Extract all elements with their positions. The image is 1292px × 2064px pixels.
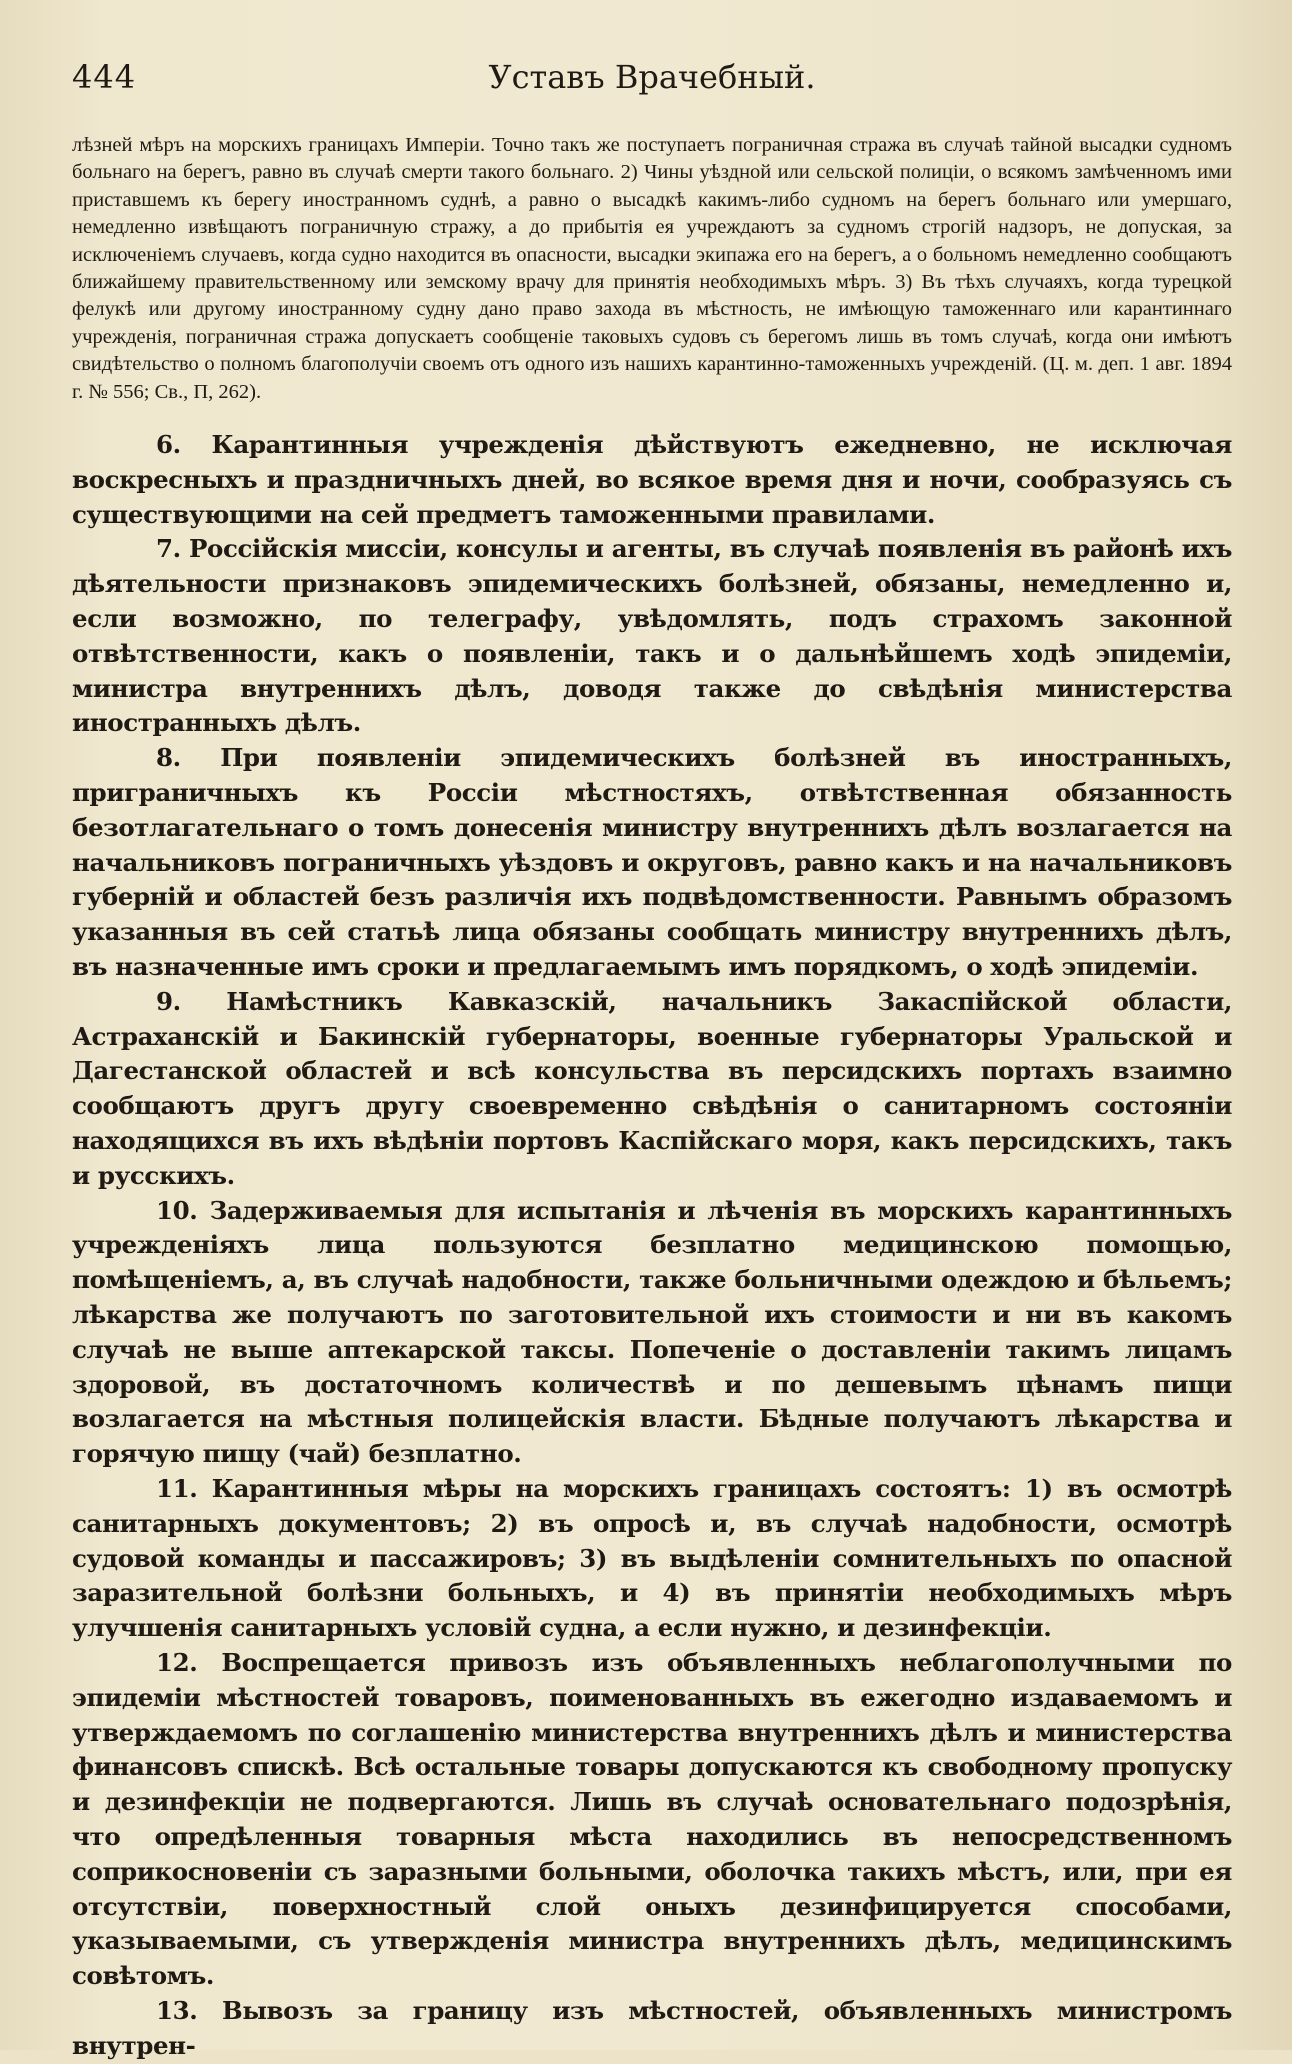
article-7 bbox=[72, 532, 1232, 741]
article-text: Задерживаемыя для испытанія и лѣченія въ морскихъ карантинныхъ учрежденіяхъ лица пользуются безплатно медицинскою помощью, помѣщеніемъ, а, въ случаѣ надобности, также больничными одеждою и бѣльемъ; лѣкарства же получаютъ по заготовительной ихъ стоимости и ни въ какомъ случаѣ не выше аптекарской таксы. Попеченіе о доставленіи такимъ лицамъ здоровой, въ достаточномъ количествѣ и по дешевымъ цѣнамъ пищи возлагается на мѣстныя полицейскія власти. Бѣдные получаютъ лѣкарства и горячую пищу (чай) безплатно. bbox=[72, 1195, 1232, 1469]
article-9 bbox=[72, 985, 1232, 1194]
page-body bbox=[72, 132, 1232, 2064]
article-number: 11. bbox=[156, 1473, 198, 1503]
article-text: При появленіи эпидемическихъ болѣзней въ иностранныхъ, приграничныхъ къ Россіи мѣстностяхъ, отвѣтственная обязанность безотлагательнаго о томъ донесенія министру внутреннихъ дѣлъ возлагается на начальниковъ пограничныхъ уѣздовъ и округовъ, равно какъ и на начальниковъ губерній и областей безъ различія ихъ подвѣдомственности. Равнымъ образомъ указанныя въ сей статьѣ лица обязаны сообщать министру внутреннихъ дѣлъ, въ назначенные имъ сроки и предлагаемымъ имъ порядкомъ, о ходѣ эпидеміи. bbox=[72, 743, 1232, 982]
running-title: Уставъ Врачебный. bbox=[488, 58, 816, 96]
article-text: Намѣстникъ Кавказскій, начальникъ Закаспійской области, Астраханскій и Бакинскій губернаторы, военные губернаторы Уральской и Дагестанской областей и всѣ консульства въ персидскихъ портахъ взаимно сообщаютъ другъ другу своевременно свѣдѣнія о санитарномъ состояніи находящихся въ ихъ вѣдѣніи портовъ Каспійскаго моря, какъ персидскихъ, такъ и русскихъ. bbox=[72, 986, 1232, 1190]
article-number: 12. bbox=[156, 1647, 198, 1677]
article-10 bbox=[72, 1194, 1232, 1472]
continuation-paragraph: лѣзней мѣръ на морскихъ границахъ Имперіи. Точно такъ же поступаетъ пограничная стража въ случаѣ тайной высадки судномъ больнаго на берегъ, равно въ случаѣ смерти такого больнаго. 2) Чины уѣздной или сельской полиціи, о всякомъ замѣченномъ ими приставшемъ къ берегу иностранномъ суднѣ, а равно о высадкѣ какимъ-либо судномъ на берегъ больнаго или умершаго, немедленно извѣщаютъ пограничную стражу, а до прибытія ея учреждаютъ за судномъ строгій надзоръ, не допуская, за исключеніемъ случаевъ, когда судно находится въ опасности, высадки экипажа его на берегъ, а о больномъ немедленно сообщаютъ ближайшему правительственному или земскому врачу для принятія необходимыхъ мѣръ. 3) Въ тѣхъ случаяхъ, когда турецкой фелукѣ или другому иностранному судну дано право захода въ мѣстность, не имѣющую таможеннаго или карантиннаго учрежденія, пограничная стража допускаетъ сообщеніе таковыхъ судовъ съ берегомъ лишь въ томъ случаѣ, когда они имѣютъ свидѣтельство о полномъ благополучіи своемъ отъ одного изъ нашихъ карантинно-таможенныхъ учрежденій. (Ц. м. деп. 1 авг. 1894 г. № 556; Св., П, 262). bbox=[72, 134, 1232, 403]
article-number: 13. bbox=[156, 1995, 198, 2025]
page-header bbox=[72, 58, 1232, 108]
article-text: Воспрещается привозъ изъ объявленныхъ неблагополучными по эпидеміи мѣстностей товаровъ, поименованныхъ въ ежегодно издаваемомъ и утверждаемомъ по соглашенію министерства внутреннихъ дѣлъ и министерства финансовъ спискѣ. Всѣ остальные товары допускаются къ свободному пропуску и дезинфекціи не подвергаются. Лишь въ случаѣ основательнаго подозрѣнія, что опредѣленныя товарныя мѣста находились въ непосредственномъ соприкосновеніи съ заразными больными, оболочка такихъ мѣстъ, или, при ея отсутствіи, поверхностный слой оныхъ дезинфицируется способами, указываемыми, съ утвержденія министра внутреннихъ дѣлъ, медицинскимъ совѣтомъ. bbox=[72, 1647, 1232, 1991]
article-13 bbox=[72, 1994, 1232, 2064]
article-8 bbox=[72, 741, 1232, 985]
article-number: 8. bbox=[156, 743, 181, 773]
article-text: Карантинныя мѣры на морскихъ границахъ состоятъ: 1) въ осмотрѣ санитарныхъ документовъ; 2) въ опросѣ и, въ случаѣ надобности, осмотрѣ судовой команды и пассажировъ; 3) въ выдѣленіи сомнительныхъ по опасной заразительной болѣзни больныхъ, и 4) въ принятіи необходимыхъ мѣръ улучшенія санитарныхъ условій судна, а если нужно, и дезинфекціи. bbox=[72, 1473, 1232, 1643]
article-number: 10. bbox=[156, 1195, 198, 1225]
article-number: 6. bbox=[156, 430, 181, 460]
article-11 bbox=[72, 1472, 1232, 1646]
article-text: Вывозъ за границу изъ мѣстностей, объявленныхъ министромъ внутрен- bbox=[72, 1995, 1232, 2060]
article-number: 7. bbox=[156, 534, 181, 564]
page-number: 444 bbox=[72, 58, 137, 96]
article-number: 9. bbox=[156, 986, 181, 1016]
article-12 bbox=[72, 1646, 1232, 1994]
article-text: Россійскія миссіи, консулы и агенты, въ случаѣ появленія въ районѣ ихъ дѣятельности признаковъ эпидемическихъ болѣзней, обязаны, немедленно и, если возможно, по телеграфу, увѣдомлять, подъ страхомъ законной отвѣтственности, какъ о появленіи, такъ и о дальнѣйшемъ ходѣ эпидеміи, министра внутреннихъ дѣлъ, доводя также до свѣдѣнія министерства иностранныхъ дѣлъ. bbox=[72, 534, 1232, 738]
article-text: Карантинныя учрежденія дѣйствуютъ ежедневно, не исключая воскресныхъ и праздничныхъ дней, во всякое время дня и ночи, сообразуясь съ существующими на сей предметъ таможенными правилами. bbox=[72, 430, 1232, 529]
article-6 bbox=[72, 428, 1232, 532]
